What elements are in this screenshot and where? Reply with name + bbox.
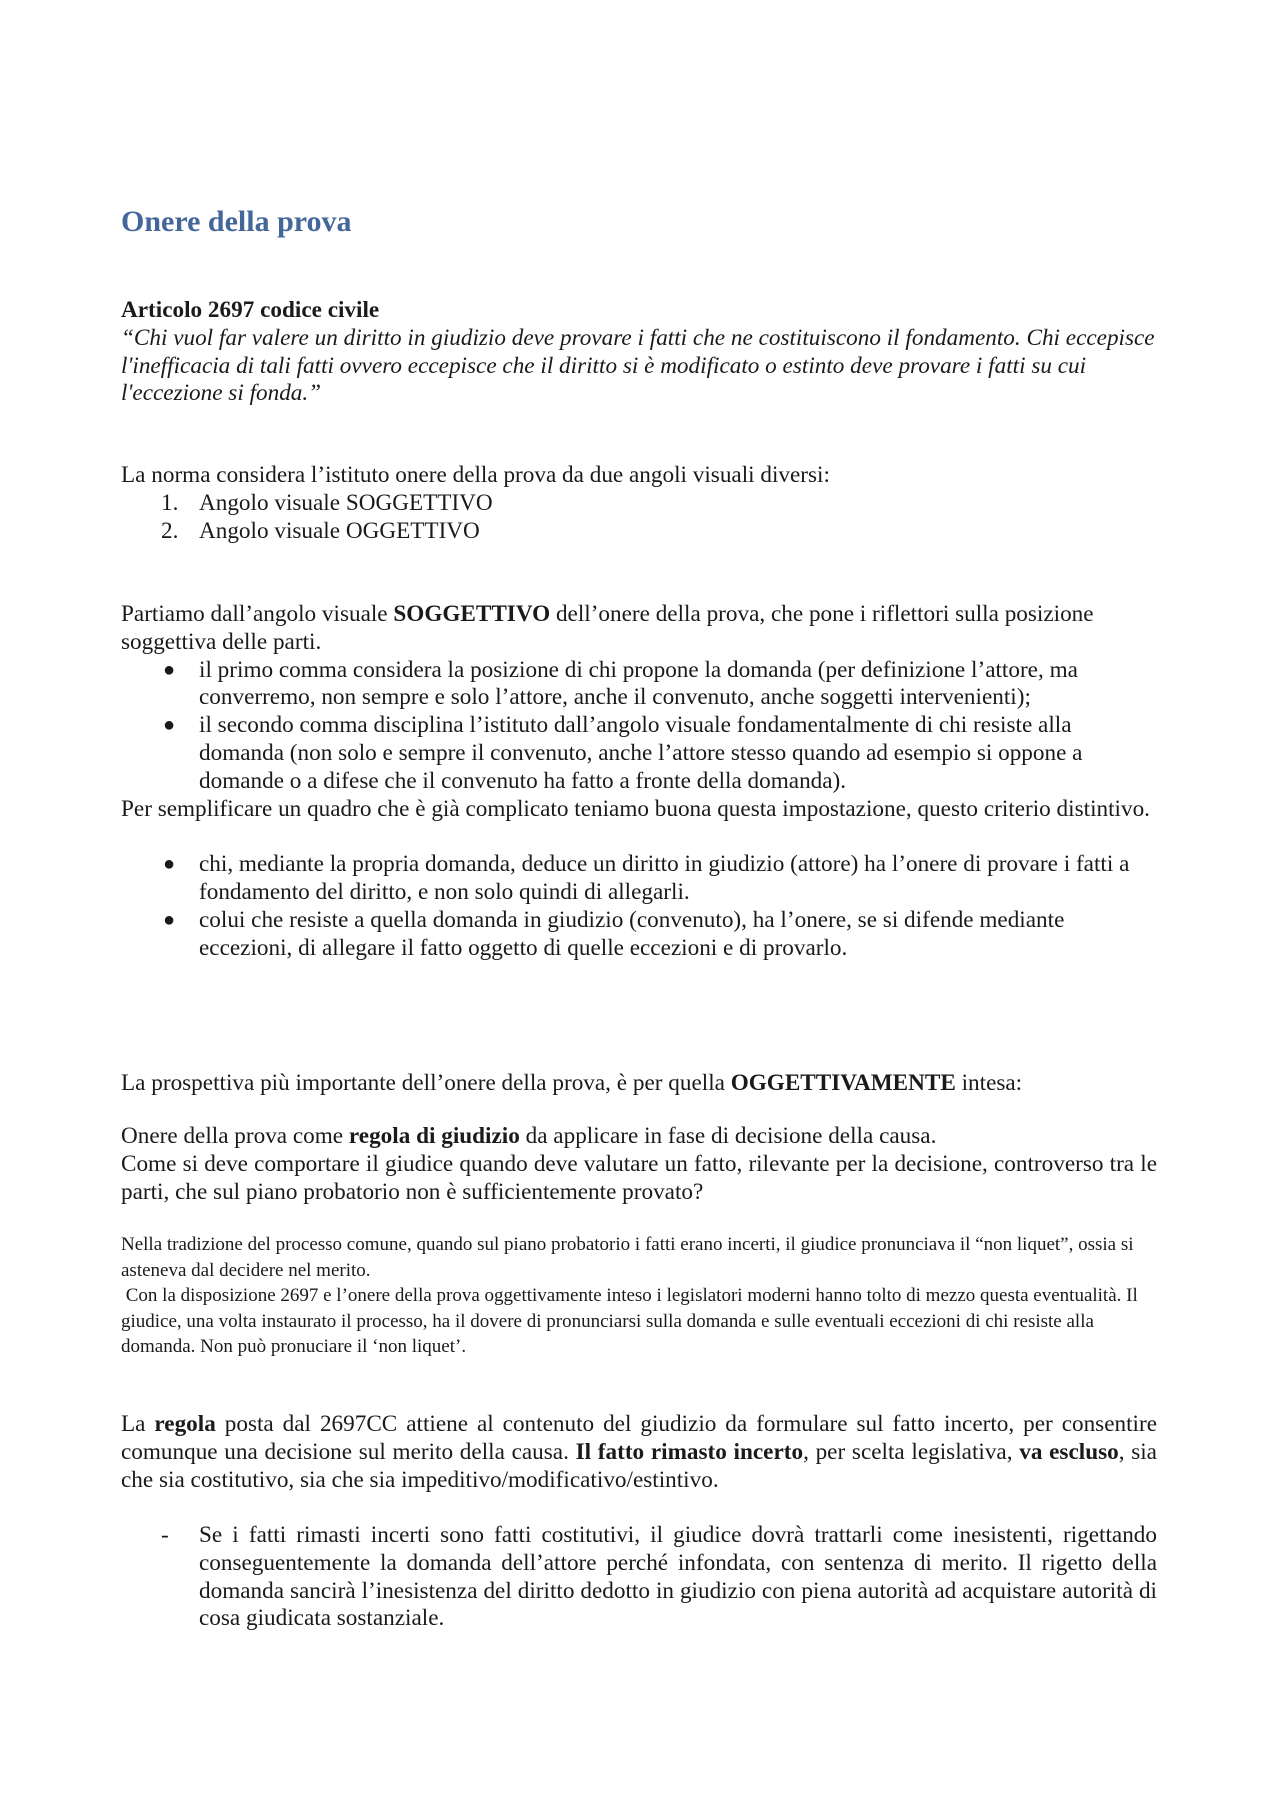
soggettivo-block (121, 601, 1157, 962)
paragraph: Come si deve comportare il giudice quando deve valutare un fatto, rilevante per la decisione, controverso tra le parti, che sul piano probatorio non è sufficientemente provato? (121, 1150, 1157, 1205)
intro-text: La norma considera l’istituto onere della prova da due angoli visuali diversi: (121, 462, 830, 488)
bullet-icon: ● (163, 853, 176, 876)
regola-block (121, 1411, 1157, 1494)
paragraph: Partiamo dall’angolo visuale SOGGETTIVO dell’onere della prova, che pone i riflettori sulla posizione soggettiva delle parti. (121, 601, 1094, 655)
article-quote: “Chi vuol far valere un diritto in giudizio deve provare i fatti che ne costituiscono il fondamento. Chi eccepisce l'inefficacia di tali fatti ovvero eccepisce che il diritto si è modificato o estinto deve provare i fatti su cui l'eccezione si fonda.” (121, 324, 1155, 407)
bullet-item: ● il secondo comma disciplina l’istituto dall’angolo visuale fondamentalmente di chi resiste alla domanda (non solo e sempre il convenuto, anche l’attore stesso quando ad esempio si oppone a domande o a difese che il convenuto ha fatto a fronte della domanda). (163, 712, 1083, 794)
list-item: 2. Angolo visuale OGGETTIVO (161, 517, 480, 544)
bullet-icon: ● (163, 908, 176, 931)
paragraph: La regola posta dal 2697CC attiene al contenuto del giudizio da formulare sul fatto incerto, per consentire comunque una decisione sul merito della causa. Il fatto rimasto incerto, per scelta legislativa, va escluso, sia che sia costitutivo, sia che sia impeditivo/modificativo/estintivo. (121, 1411, 1157, 1493)
oggettivo-heading-paragraph: La prospettiva più importante dell’onere della prova, è per quella OGGETTIVAMENTE intesa: (121, 1070, 1023, 1096)
oggettivo-block (121, 1123, 1157, 1206)
bullet-icon: ● (163, 658, 176, 681)
note-paragraph: Nella tradizione del processo comune, quando sul piano probatorio i fatti erano incerti, il giudice pronunciava il “non liquet”, ossia si asteneva dal decidere nel merito. (121, 1234, 1134, 1281)
bullet-item: ● il primo comma considera la posizione di chi propone la domanda (per definizione l’attore, ma converremo, non sempre e solo l’attore, anche il convenuto, anche soggetti intervenienti); (163, 656, 1078, 711)
bullet-item: ● chi, mediante la propria domanda, deduce un diritto in giudizio (attore) ha l’onere di provare i fatti a fondamento del diritto, e non solo quindi di allegarli. (163, 851, 1130, 905)
paragraph: Per semplificare un quadro che è già complicato teniamo buona questa impostazione, questo criterio distintivo. (121, 795, 1150, 822)
dash-list (121, 1522, 1157, 1633)
intro-block (121, 462, 1157, 545)
bullet-item: ● colui che resiste a quella domanda in giudizio (convenuto), ha l’onere, se si difende mediante eccezioni, di allegare il fatto oggetto di quelle eccezioni e di provarlo. (163, 906, 1065, 961)
page-title: Onere della prova (121, 205, 352, 238)
article-block (121, 297, 1157, 408)
list-item: 1. Angolo visuale SOGGETTIVO (161, 489, 493, 516)
dash-item: - Se i fatti rimasti incerti sono fatti costitutivi, il giudice dovrà trattarli come inesistenti, rigettando conseguentemente la domanda dell’attore perché infondata, con sentenza di merito. Il rigetto della domanda sancirà l’inesistenza del diritto dedotto in giudizio con piena autorità ad acquistare autorità di cosa giudicata sostanziale. (161, 1522, 1157, 1632)
note-block (121, 1232, 1157, 1360)
note-paragraph: Con la disposizione 2697 e l’onere della prova oggettivamente inteso i legislatori moderni hanno tolto di mezzo questa eventualità. Il giudice, una volta instaurato il processo, ha il dovere di pronunciarsi sulla domanda e sulle eventuali eccezioni di chi resiste alla domanda. Non può pronuciare il ‘non liquet’. (121, 1285, 1143, 1357)
bullet-icon: ● (163, 714, 176, 737)
paragraph: Onere della prova come regola di giudizio da applicare in fase di decisione della causa. (121, 1123, 937, 1149)
article-heading: Articolo 2697 codice civile (121, 297, 380, 323)
